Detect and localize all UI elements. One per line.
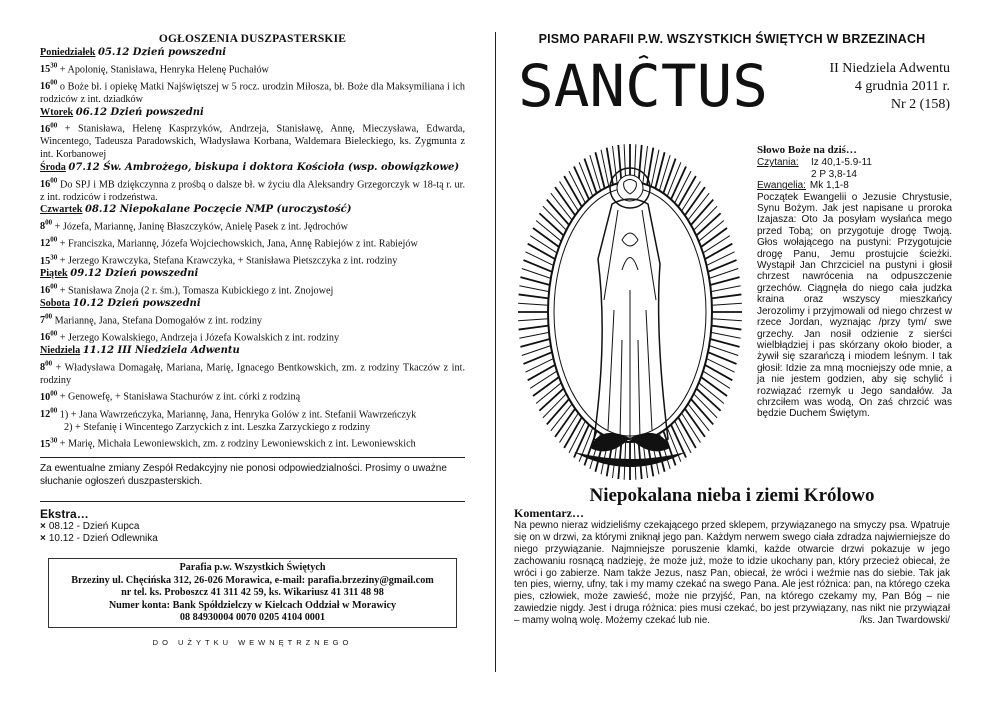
mass-time: $16^{00}$ <box>40 176 58 190</box>
mass-text: + Władysława Domagałę, Mariana, Marię, Ignacego Bentkowskich, zm. z rodziny Tkaczów z int. rodziny <box>40 362 465 386</box>
mass-text: + Jerzego Kowalskiego, Andrzeja i Józefa Kowalskich z int. rodziny <box>57 332 340 344</box>
day-date: 10.12 Dzień powszedni <box>72 298 201 310</box>
mass-intention <box>40 217 465 234</box>
mass-time: $7^{00}$ <box>40 312 53 327</box>
mass-text: + Stanisława, Helenę Kasprzyków, Andrzeja, Stanisławę, Annę, Mieczysława, Edwarda, Wincentego, Tadeusza Paradowskich, Władysława Korbana, Waldemara Bieleckiego, ks. Zygmunta z int. Korbanowej <box>40 123 465 161</box>
contact-line: 08 84930004 0070 0205 4104 0001 <box>179 612 326 624</box>
readings-label: Czytania: <box>757 157 799 169</box>
logo-text: SANCTUS <box>518 52 768 118</box>
day-heading <box>40 298 465 311</box>
mass-intention <box>40 175 465 205</box>
day-date: 11.12 III Niedziela Adwentu <box>82 344 240 356</box>
liturgical-day: II Niedziela Adwentu <box>829 61 950 76</box>
issue-date: 4 grudnia 2011 r. <box>854 79 950 94</box>
reading-ref: Iz 40,1-5.9-11 <box>811 157 872 169</box>
day-name: Poniedziałek <box>40 47 96 58</box>
sanctus-logo <box>516 52 776 118</box>
day-heading <box>40 107 465 120</box>
mass-text: + Józefa, Mariannę, Janinę Błaszczyków, Anielę Pasek z int. Jędrochów <box>52 221 348 233</box>
issue-number: Nr 2 (158) <box>890 97 950 112</box>
day-date: 05.12 Dzień powszedni <box>98 47 227 58</box>
page-divider <box>495 32 496 672</box>
ekstra-item: × 08.12 - Dzień Kupca <box>40 521 140 533</box>
internal-use-footer: DO UŻYTKU WEWNĘTRZNEGO <box>152 638 353 648</box>
commentary-title: Komentarz… <box>514 506 584 520</box>
mass-time: $16^{00}$ <box>40 282 58 297</box>
parish-contact-box <box>48 558 457 628</box>
day-date: 07.12 Św. Ambrożego, biskupa i doktora Kościoła (wsp. obowiązkowe) <box>68 161 460 173</box>
day-name: Wtorek <box>40 106 74 118</box>
day-date: 09.12 Dzień powszedni <box>70 268 199 280</box>
mass-text: o Boże bł. i opiekę Matki Najświętszej w 5 rocz. urodzin Miłosza, bł. Boże dla Maksymiliana i ich rodziców z int. dziadków <box>40 81 465 105</box>
mass-intention <box>40 311 465 328</box>
mass-time: $16^{00}$ <box>40 78 58 93</box>
mass-time: $8^{00}$ <box>40 219 53 233</box>
editorial-notice: Za ewentualne zmiany Zespół Redakcyjny nie ponosi odpowiedzialności. Prosimy o uważne słuchanie ogłoszeń duszpasterskich. <box>40 463 447 487</box>
day-name: Niedziela <box>40 344 81 356</box>
day-heading <box>40 162 465 175</box>
word-of-god-section <box>757 145 952 420</box>
mass-time: $12^{00}$ <box>40 406 58 420</box>
mass-intention <box>40 387 465 404</box>
contact-line: nr tel. ks. Proboszcz 41 311 42 59, ks. Wikariusz 41 311 48 98 <box>121 587 384 599</box>
mass-time: $15^{30}$ <box>40 253 58 267</box>
right-page <box>512 0 952 701</box>
day-heading <box>40 268 465 281</box>
day-heading <box>40 204 465 217</box>
gospel-text: Początek Ewangelii o Jezusie Chrystusie, Synu Bożym. Jak jest napisane u proroka Izajasza: Oto Ja posyłam wysłańca mego przed Tobą; on przygotuje drogę Twoją. Głos wołającego na pustyni: Przygotujcie drogę Panu, Jemu prostujcie ścieżki. Wystąpił Jan Chrzciciel na pustyni i głosił chrzest nawrócenia na odpuszczenie grzechów. Ciągnęła do niego cała judzka kraina oraz wszyscy mieszkańcy Jerozolimy i przyjmowali od niego chrzest w rzece Jordan, wyznając /przy tym/ swe grzechy. Jan nosił odzienie z sierści wielbłądziej i pas skórzany około bioder, a żywił się szarańczą i miodem leśnym. I tak głosił: Idzie za mną mocniejszy ode mnie, a ja nie jestem godzien, aby się schylić i rozwiązać rzemyk u Jego sandałów. Ja chrzciłem was wodą, On zaś chrzcić was będzie Duchem Świętym. <box>757 191 952 420</box>
ekstra-item: × 10.12 - Dzień Odlewnika <box>40 533 158 545</box>
announcements-title: OGŁOSZENIA DUSZPASTERSKIE <box>158 33 347 45</box>
ekstra-title: Ekstra… <box>40 507 89 522</box>
mass-intention <box>40 422 465 435</box>
gospel-ref: Mk 1,1-8 <box>809 180 849 192</box>
readings-row <box>757 169 952 180</box>
gospel-row <box>757 180 952 191</box>
mass-intention <box>40 60 465 77</box>
mass-text: + Apolonię, Stanisława, Henryka Helenę Puchałów <box>57 64 269 76</box>
mass-text: + Marię, Michała Lewoniewskich, zm. z rodziny Lewoniewskich z int. Lewoniewskich <box>57 438 416 450</box>
mass-intention <box>40 77 465 107</box>
day-heading <box>40 47 465 60</box>
mass-text: + Jerzego Krawczyka, Stefana Krawczyka, + Stanisława Pietszczyka z int. rodziny <box>57 255 398 267</box>
cross-icon: × <box>40 533 46 545</box>
mass-text: 1) + Jana Wawrzeńczyka, Mariannę, Jana, Henryka Golów z int. Stefanii Wawrzeńczyk <box>57 408 417 420</box>
mass-text: + Stanisława Znoja (2 r. śm.), Tomasza Kubickiego z int. Znojowej <box>57 285 334 297</box>
day-heading <box>40 345 465 358</box>
issue-info <box>829 60 950 114</box>
day-name: Piątek <box>40 268 68 280</box>
headline: Niepokalana nieba i ziemi Królowo <box>589 485 875 506</box>
day-name: Czwartek <box>40 204 83 216</box>
mass-time: $16^{00}$ <box>40 329 58 344</box>
mass-text: + Franciszka, Mariannę, Józefa Wojciechowskich, Jana, Annę Rabiejów z int. Rabiejów <box>57 238 418 250</box>
mass-text: Mariannę, Jana, Stefana Domogałów z int. rodziny <box>52 315 263 327</box>
day-name: Środa <box>40 161 66 173</box>
day-name: Sobota <box>40 298 71 310</box>
divider-rule <box>40 501 465 502</box>
mass-intention <box>40 358 465 388</box>
gospel-label: Ewangelia: <box>757 180 806 192</box>
mass-intention <box>40 434 465 451</box>
announcements-list <box>40 47 465 451</box>
readings-row <box>757 157 952 168</box>
left-page <box>40 0 465 701</box>
mass-time: $10^{00}$ <box>40 389 58 403</box>
mass-time: $15^{30}$ <box>40 61 58 76</box>
divider-rule <box>40 457 465 458</box>
madonna-illustration <box>514 140 746 485</box>
mass-intention <box>40 234 465 251</box>
commentary-section <box>514 508 950 627</box>
contact-line: Parafia p.w. Wszystkich Świętych <box>179 562 326 574</box>
mass-time: $16^{00}$ <box>40 121 58 135</box>
mass-intention <box>40 405 465 422</box>
mass-text: Do SPJ i MB dziękczynna z prośbą o dalsze bł. w życiu dla Aleksandry Grzegorczyk w 18-tą r. ur. z int. rodziców i rodzeństwa. <box>40 178 465 203</box>
mass-intention <box>40 251 465 268</box>
cross-icon: × <box>40 521 46 533</box>
word-title: Słowo Boże na dziś… <box>757 144 857 156</box>
mass-intention <box>40 119 465 162</box>
contact-line: Brzeziny ul. Chęcińska 312, 26-026 Morawica, e-mail: parafia.brzeziny@gmail.com <box>71 574 434 586</box>
mass-intention <box>40 281 465 298</box>
mass-time: $8^{00}$ <box>40 359 53 374</box>
mass-time: $15^{30}$ <box>40 436 58 450</box>
masthead: PISMO PARAFII P.W. WSZYSTKICH ŚWIĘTYCH W BRZEZINACH <box>538 32 926 46</box>
mass-text: + Genowefę, + Stanisława Stachurów z int. córki z rodziną <box>57 391 301 403</box>
mass-text: 2) + Stefanię i Wincentego Zarzyckich z int. Leszka Zarzyckiego z rodziny <box>64 421 371 433</box>
mass-time: $12^{00}$ <box>40 236 58 250</box>
day-date: 06.12 Dzień powszedni <box>75 106 204 118</box>
commentary-text: Na pewno nieraz widzieliśmy czekającego przed sklepem, przywiązanego na smyczy psa. Wpatruje się on w drzwi, za którymi zniknął jego pan. Każdym nerwem swego ciała zdradza najwierniejsze do niego przywiązanie. Najmniejsze poruszenie klamki, każde otwarcie drzwi pokazuje w jego zachowaniu rosnącą nadzieję, że może już, może to idzie ukochany pan, który przecież obiecał, że wróci i go zabierze. Nam także Jezus, nasz Pan, obiecał, że wróci i weźmie nas do siebie. Tak jak ten pies, wierny, ufny, tak i my mamy czekać na swego Pana. Ale jest różnica: pan, na którego czeka pies, człowiek, może zawieść, może nie przyjść, Pan, na którego czekamy my, Pan Bóg – nie zawiedzie nigdy. Jest i druga różnica: pies musi czekać, bo jest przywiązany, nas nikt nie przywiązał – mamy wolną wolę. Możemy czekać lub nie. <box>514 519 950 627</box>
contact-line: Numer konta: Bank Spółdzielczy w Kielcach Oddział w Morawicy <box>108 599 397 611</box>
commentary-author: /ks. Jan Twardowski/ <box>859 615 950 627</box>
reading-ref: 2 P 3,8-14 <box>811 168 857 180</box>
day-date: 08.12 Niepokalane Poczęcie NMP (uroczystość) <box>84 204 352 216</box>
mass-intention <box>40 328 465 345</box>
